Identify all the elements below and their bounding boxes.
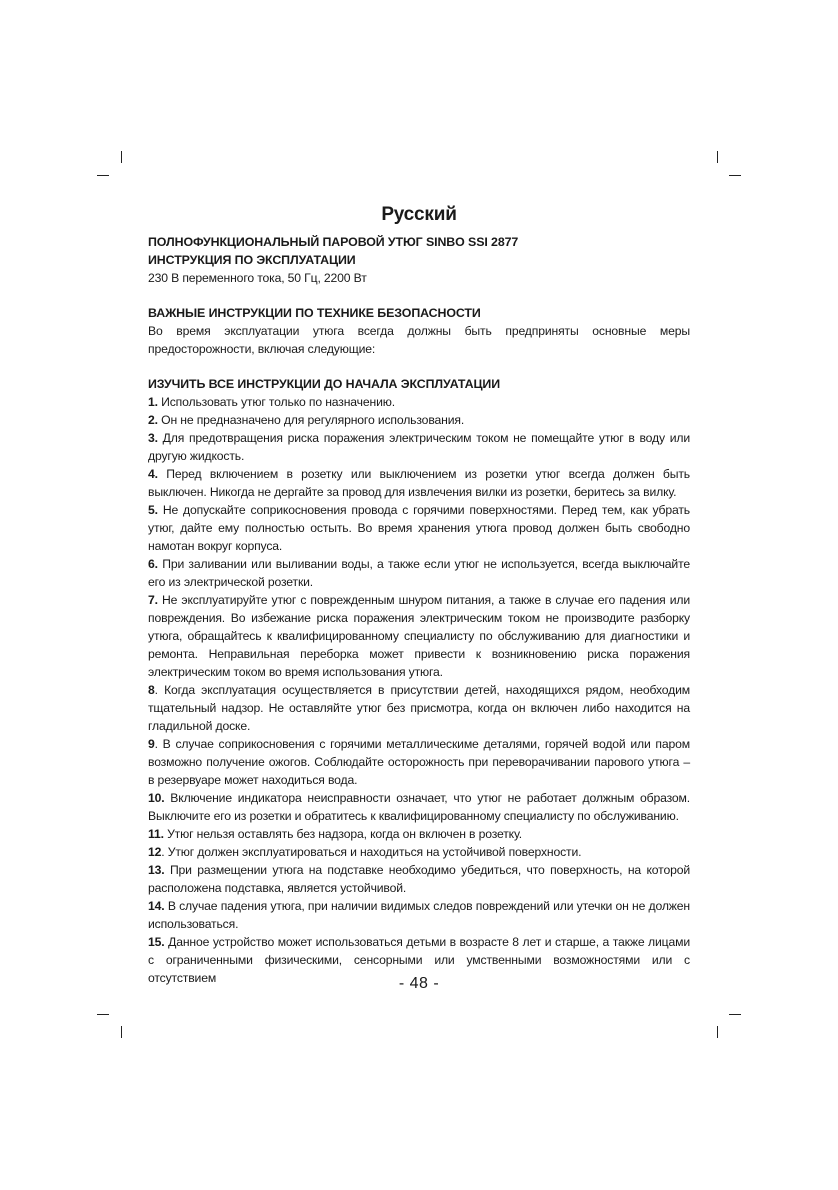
item-text: Не допускайте соприкосновения провода с горячими поверхностями. Перед тем, как убрать утюг, дайте ему полностью остыть. Во время хранения утюга провод должен быть свободно намотан вокруг корпуса. bbox=[148, 503, 690, 553]
item-number: 15. bbox=[148, 935, 165, 949]
manual-page bbox=[148, 204, 690, 987]
crop-mark bbox=[717, 151, 718, 163]
item-number: 6. bbox=[148, 557, 158, 571]
item-number: 2. bbox=[148, 413, 158, 427]
item-number: 11. bbox=[148, 827, 164, 841]
list-item bbox=[148, 681, 690, 735]
item-text: Для предотвращения риска поражения электрическим током не помещайте утюг в воду или другую жидкость. bbox=[148, 431, 690, 463]
item-number: 14. bbox=[148, 899, 165, 913]
item-number: 4. bbox=[148, 467, 158, 481]
study-heading: ИЗУЧИТЬ ВСЕ ИНСТРУКЦИИ ДО НАЧАЛА ЭКСПЛУАТАЦИИ bbox=[148, 377, 501, 391]
item-text: . Утюг должен эксплуатироваться и находиться на устойчивой поверхности. bbox=[161, 845, 582, 859]
item-text: Не эксплуатируйте утюг с поврежденным шнуром питания, а также в случае его падения или повреждения. Во избежание риска поражения электрическим током не производите разборку утюга, обращайтесь к квалифицированному специалисту по обслуживанию для диагностики и ремонта. Неправильная переборка может привести к возникновению риска поражения электрическим током во время использования утюга. bbox=[148, 593, 690, 679]
manual-title: ИНСТРУКЦИЯ ПО ЭКСПЛУАТАЦИИ bbox=[148, 253, 356, 267]
safety-intro: Во время эксплуатации утюга всегда должны быть предприняты основные меры предосторожности, включая следующие: bbox=[148, 324, 690, 356]
list-item bbox=[148, 789, 690, 825]
crop-mark bbox=[121, 1026, 122, 1038]
item-number: 7. bbox=[148, 593, 158, 607]
crop-mark bbox=[121, 151, 122, 163]
crop-mark bbox=[729, 175, 741, 176]
spacer bbox=[148, 358, 690, 375]
item-number: 9 bbox=[148, 737, 155, 751]
instruction-list bbox=[148, 393, 690, 987]
item-text: Включение индикатора неисправности означает, что утюг не работает должным образом. Выключите его из розетки и обратитесь к квалифицированному специалисту по обслуживанию. bbox=[148, 791, 690, 823]
item-text: . Когда эксплуатация осуществляется в присутствии детей, находящихся рядом, необходим тщательный надзор. Не оставляйте утюг без присмотра, когда он включен либо находится на гладильной доске. bbox=[148, 683, 690, 733]
item-number: 13. bbox=[148, 863, 165, 877]
list-item bbox=[148, 555, 690, 591]
page-number: - 48 - bbox=[398, 975, 440, 992]
item-text: Данное устройство может использоваться детьми в возрасте 8 лет и старше, а также лицами с ограниченными физическими, сенсорными или умственными возможностями или с отсутствием bbox=[148, 935, 690, 985]
item-number: 8 bbox=[148, 683, 155, 697]
item-text: В случае падения утюга, при наличии видимых следов повреждений или утечки он не должен использоваться. bbox=[148, 899, 690, 931]
item-text: Утюг нельзя оставлять без надзора, когда он включен в розетку. bbox=[167, 827, 522, 841]
list-item bbox=[148, 429, 690, 465]
item-number: 12 bbox=[148, 845, 162, 859]
crop-mark bbox=[717, 1026, 718, 1038]
item-number: 10. bbox=[148, 791, 165, 805]
product-title: ПОЛНОФУНКЦИОНАЛЬНЫЙ ПАРОВОЙ УТЮГ SINBO SSI 2877 bbox=[148, 235, 519, 249]
list-item bbox=[148, 735, 690, 789]
spacer bbox=[148, 287, 690, 304]
item-number: 1. bbox=[148, 395, 158, 409]
crop-mark bbox=[729, 1014, 741, 1015]
item-text: . В случае соприкосновения с горячими металлическиме деталями, горячей водой или паром возможно получение ожогов. Соблюдайте осторожность при переворачивании парового утюга – в резервуаре может находиться вода. bbox=[148, 737, 690, 787]
item-text: Он не предназначено для регулярного использования. bbox=[161, 413, 465, 427]
list-item bbox=[148, 465, 690, 501]
list-item bbox=[148, 843, 690, 861]
item-number: 3. bbox=[148, 431, 158, 445]
item-text: При размещении утюга на подставке необходимо убедиться, что поверхность, на которой расположена подставка, является устойчивой. bbox=[148, 863, 690, 895]
item-text: При заливании или выливании воды, а также если утюг не используется, всегда выключайте его из электрической розетки. bbox=[148, 557, 690, 589]
item-text: Перед включением в розетку или выключением из розетки утюг всегда должен быть выключен. Никогда не дергайте за провод для извлечения вилки из розетки, беритесь за вилку. bbox=[148, 467, 690, 499]
list-item bbox=[148, 393, 690, 411]
crop-mark bbox=[97, 175, 109, 176]
list-item bbox=[148, 411, 690, 429]
item-text: Использовать утюг только по назначению. bbox=[161, 395, 395, 409]
list-item bbox=[148, 861, 690, 897]
item-number: 5. bbox=[148, 503, 158, 517]
crop-mark bbox=[97, 1014, 109, 1015]
list-item bbox=[148, 591, 690, 681]
safety-heading: ВАЖНЫЕ ИНСТРУКЦИИ ПО ТЕХНИКЕ БЕЗОПАСНОСТИ bbox=[148, 306, 481, 320]
list-item bbox=[148, 501, 690, 555]
language-title: Русский bbox=[381, 204, 457, 225]
list-item bbox=[148, 897, 690, 933]
list-item bbox=[148, 825, 690, 843]
specs-line: 230 В переменного тока, 50 Гц, 2200 Вт bbox=[148, 271, 367, 285]
